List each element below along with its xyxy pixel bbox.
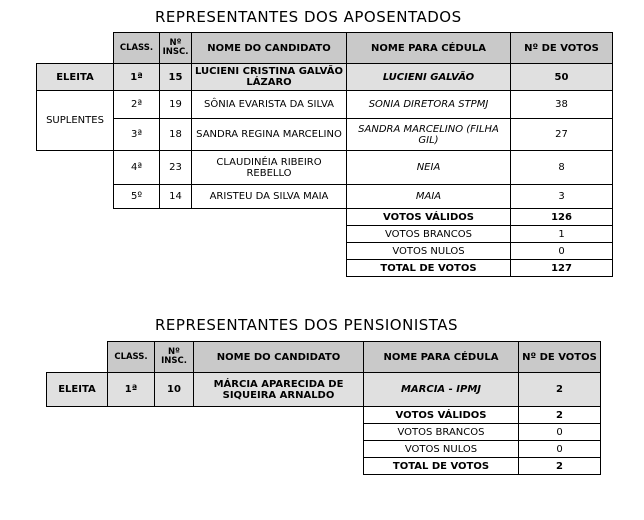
eleita-label: ELEITA xyxy=(47,373,108,407)
totals-row xyxy=(37,243,613,260)
table-row xyxy=(37,119,613,151)
empty-cell xyxy=(37,209,347,226)
votos-validos-label: VOTOS VÁLIDOS xyxy=(347,209,511,226)
empty-cell xyxy=(47,441,364,458)
cell-nome: SÔNIA EVARISTA DA SILVA xyxy=(192,91,347,119)
totals-row xyxy=(37,260,613,277)
table-row xyxy=(37,185,613,209)
cell-insc: 23 xyxy=(160,151,192,185)
cell-cedula: MARCIA - IPMJ xyxy=(364,373,519,407)
pensionistas-header-row xyxy=(47,342,601,373)
votos-brancos-value: 1 xyxy=(511,226,613,243)
cell-class: 5º xyxy=(114,185,160,209)
cell-class: 2ª xyxy=(114,91,160,119)
header-class: CLASS. xyxy=(108,342,155,373)
total-votos-value: 127 xyxy=(511,260,613,277)
cell-class: 1ª xyxy=(114,64,160,91)
eleita-label: ELEITA xyxy=(37,64,114,91)
total-votos-label: TOTAL DE VOTOS xyxy=(364,458,519,475)
totals-row xyxy=(47,458,601,475)
empty-cell xyxy=(47,342,108,373)
suplentes-label: SUPLENTES xyxy=(37,91,114,151)
totals-row xyxy=(47,441,601,458)
votos-validos-label: VOTOS VÁLIDOS xyxy=(364,407,519,424)
cell-cedula: LUCIENI GALVÃO xyxy=(347,64,511,91)
aposentados-header-row xyxy=(37,33,613,64)
cell-votos: 3 xyxy=(511,185,613,209)
cell-nome: MÁRCIA APARECIDA DE SIQUEIRA ARNALDO xyxy=(194,373,364,407)
votos-nulos-value: 0 xyxy=(511,243,613,260)
votos-nulos-label: VOTOS NULOS xyxy=(347,243,511,260)
header-cedula: NOME PARA CÉDULA xyxy=(347,33,511,64)
cell-class: 1ª xyxy=(108,373,155,407)
cell-votos: 50 xyxy=(511,64,613,91)
votos-brancos-label: VOTOS BRANCOS xyxy=(364,424,519,441)
cell-nome: LUCIENI CRISTINA GALVÃO LÁZARO xyxy=(192,64,347,91)
votos-nulos-label: VOTOS NULOS xyxy=(364,441,519,458)
cell-cedula: NEIA xyxy=(347,151,511,185)
cell-votos: 8 xyxy=(511,151,613,185)
cell-insc: 15 xyxy=(160,64,192,91)
totals-row xyxy=(47,407,601,424)
header-insc: Nº INSC. xyxy=(155,342,194,373)
cell-nome: ARISTEU DA SILVA MAIA xyxy=(192,185,347,209)
cell-class: 4ª xyxy=(114,151,160,185)
cell-insc: 10 xyxy=(155,373,194,407)
cell-nome: CLAUDINÉIA RIBEIRO REBELLO xyxy=(192,151,347,185)
total-votos-value: 2 xyxy=(519,458,601,475)
cell-insc: 18 xyxy=(160,119,192,151)
header-nome: NOME DO CANDIDATO xyxy=(194,342,364,373)
totals-row xyxy=(37,209,613,226)
empty-cell xyxy=(37,243,347,260)
table-row xyxy=(37,64,613,91)
cell-cedula: MAIA xyxy=(347,185,511,209)
cell-cedula: SANDRA MARCELINO (FILHA GIL) xyxy=(347,119,511,151)
pensionistas-table xyxy=(46,341,601,475)
cell-cedula: SONIA DIRETORA STPMJ xyxy=(347,91,511,119)
header-votos: Nº DE VOTOS xyxy=(519,342,601,373)
votos-nulos-value: 0 xyxy=(519,441,601,458)
empty-cell xyxy=(47,458,364,475)
cell-votos: 2 xyxy=(519,373,601,407)
empty-cell xyxy=(37,185,114,209)
empty-cell xyxy=(37,33,114,64)
cell-votos: 38 xyxy=(511,91,613,119)
empty-cell xyxy=(37,226,347,243)
pensionistas-title: REPRESENTANTES DOS PENSIONISTAS xyxy=(155,316,459,334)
header-votos: Nº DE VOTOS xyxy=(511,33,613,64)
cell-nome: SANDRA REGINA MARCELINO xyxy=(192,119,347,151)
header-class: CLASS. xyxy=(114,33,160,64)
cell-votos: 27 xyxy=(511,119,613,151)
empty-cell xyxy=(37,260,347,277)
aposentados-title: REPRESENTANTES DOS APOSENTADOS xyxy=(155,8,462,26)
total-votos-label: TOTAL DE VOTOS xyxy=(347,260,511,277)
header-insc: Nº INSC. xyxy=(160,33,192,64)
votos-validos-value: 2 xyxy=(519,407,601,424)
empty-cell xyxy=(37,151,114,185)
table-row xyxy=(37,151,613,185)
votos-validos-value: 126 xyxy=(511,209,613,226)
totals-row xyxy=(47,424,601,441)
cell-class: 3ª xyxy=(114,119,160,151)
empty-cell xyxy=(47,407,364,424)
empty-cell xyxy=(47,424,364,441)
header-nome: NOME DO CANDIDATO xyxy=(192,33,347,64)
totals-row xyxy=(37,226,613,243)
table-row xyxy=(37,91,613,119)
aposentados-table xyxy=(36,32,613,277)
header-cedula: NOME PARA CÉDULA xyxy=(364,342,519,373)
table-row xyxy=(47,373,601,407)
cell-insc: 14 xyxy=(160,185,192,209)
votos-brancos-value: 0 xyxy=(519,424,601,441)
votos-brancos-label: VOTOS BRANCOS xyxy=(347,226,511,243)
cell-insc: 19 xyxy=(160,91,192,119)
